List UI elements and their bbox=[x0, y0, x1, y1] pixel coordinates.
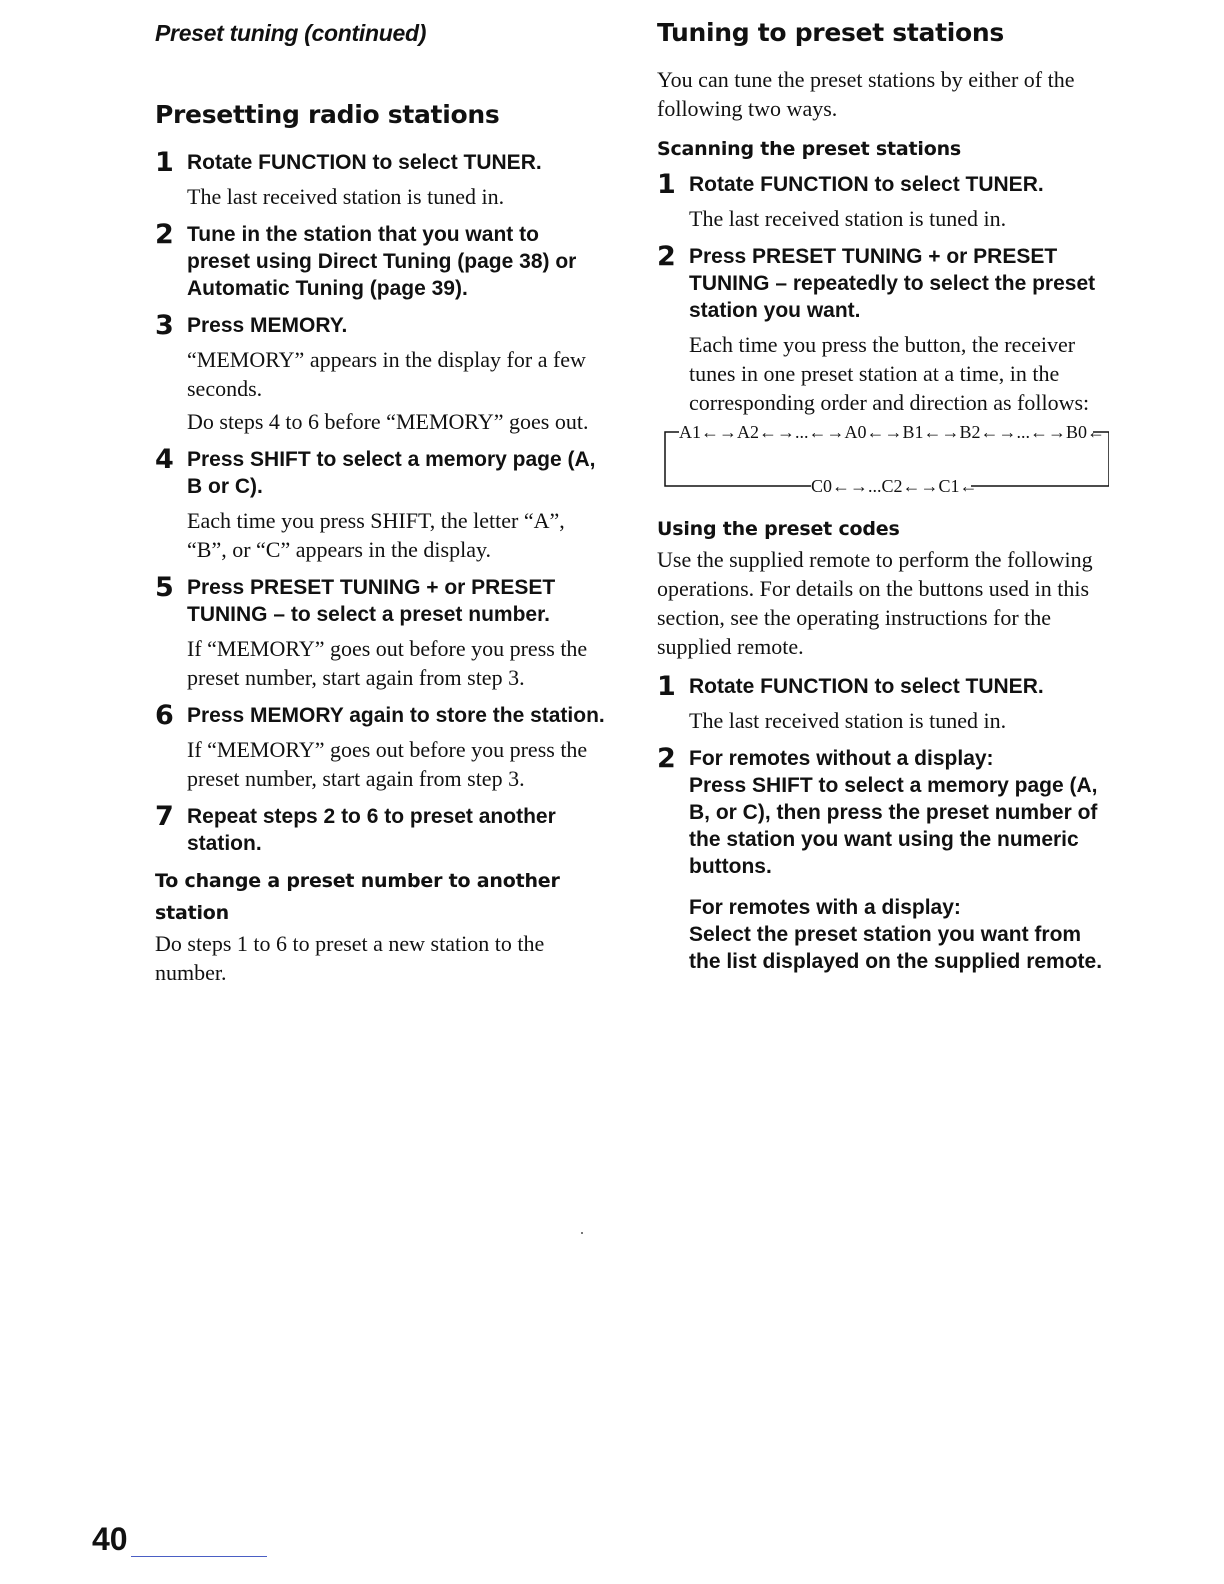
codes-step-2 bbox=[657, 745, 1112, 975]
step-number: 2 bbox=[657, 241, 676, 272]
step-number: 2 bbox=[657, 743, 676, 774]
step-instruction: Press PRESET TUNING + or PRESET TUNING – to select a preset number. bbox=[187, 576, 556, 626]
step-description: “MEMORY” appears in the display for a few seconds. bbox=[187, 347, 586, 401]
step-number: 3 bbox=[155, 310, 174, 341]
codes-step-1 bbox=[657, 673, 1112, 735]
step-number: 1 bbox=[657, 671, 676, 702]
step-number: 6 bbox=[155, 700, 174, 731]
page-number-rule bbox=[131, 1556, 267, 1557]
step-description: Do steps 4 to 6 before “MEMORY” goes out. bbox=[187, 409, 589, 434]
step-description: Each time you press SHIFT, the letter “A”, “B”, or “C” appears in the display. bbox=[187, 508, 565, 562]
step-description: If “MEMORY” goes out before you press the preset number, start again from step 3. bbox=[187, 737, 588, 791]
step-instruction: Rotate FUNCTION to select TUNER. bbox=[187, 151, 542, 174]
display-remote-heading: For remotes with a display: bbox=[689, 896, 961, 919]
display-remote-instruction: Select the preset station you want from the list displayed on the supplied remote. bbox=[689, 923, 1103, 973]
section-title-presetting: Presetting radio stations bbox=[155, 100, 500, 129]
left-column bbox=[155, 64, 605, 987]
step-number: 2 bbox=[155, 219, 174, 250]
left-step-6 bbox=[155, 702, 605, 793]
step-instruction: Rotate FUNCTION to select TUNER. bbox=[689, 173, 1044, 196]
step-instruction: Press MEMORY again to store the station. bbox=[187, 704, 605, 727]
left-step-3 bbox=[155, 312, 605, 436]
step-number: 1 bbox=[155, 147, 174, 178]
step-instruction: Press SHIFT to select a memory page (A, B or C). bbox=[187, 448, 596, 498]
step-number: 1 bbox=[657, 169, 676, 200]
step-instruction: Press MEMORY. bbox=[187, 314, 348, 337]
page-number: 40 bbox=[92, 1521, 128, 1557]
step-instruction-heading: For remotes without a display: bbox=[689, 747, 994, 770]
diagram-top-row: A1←→A2←→...←→A0←→B1←→B2←→...←→B0← bbox=[679, 422, 1106, 442]
preset-order-diagram bbox=[661, 421, 1109, 496]
step-instruction: Press SHIFT to select a memory page (A, B, or C), then press the preset number of the station you want using the numeric buttons. bbox=[689, 774, 1098, 878]
step-instruction: Repeat steps 2 to 6 to preset another station. bbox=[187, 805, 556, 855]
left-step-7 bbox=[155, 803, 605, 857]
section-title-tuning: Tuning to preset stations bbox=[657, 18, 1004, 47]
step-description: The last received station is tuned in. bbox=[689, 206, 1007, 231]
scan-speck bbox=[581, 1232, 583, 1234]
step-description: Each time you press the button, the receiver tunes in one preset station at a time, in the corresponding order and direction as follows: bbox=[689, 332, 1090, 415]
left-step-2 bbox=[155, 221, 605, 302]
scan-step-1 bbox=[657, 171, 1112, 233]
intro-text: You can tune the preset stations by either of the following two ways. bbox=[657, 67, 1075, 121]
codes-title: Using the preset codes bbox=[657, 518, 900, 540]
running-head: Preset tuning (continued) bbox=[155, 20, 427, 46]
change-preset-title: To change a preset number to another station bbox=[155, 870, 560, 924]
scan-step-2 bbox=[657, 243, 1112, 417]
step-description: If “MEMORY” goes out before you press the preset number, start again from step 3. bbox=[187, 636, 588, 690]
step-number: 7 bbox=[155, 801, 174, 832]
left-step-5 bbox=[155, 574, 605, 692]
step-instruction: Tune in the station that you want to preset using Direct Tuning (page 38) or Automatic Tuning (page 39). bbox=[187, 223, 577, 300]
codes-body: Use the supplied remote to perform the following operations. For details on the buttons used in this section, see the operating instructions for the supplied remote. bbox=[657, 547, 1093, 659]
diagram-bottom-row: C0←→...C2←→C1← bbox=[811, 476, 978, 496]
left-step-4 bbox=[155, 446, 605, 564]
change-preset-body: Do steps 1 to 6 to preset a new station to the number. bbox=[155, 931, 545, 985]
left-step-1 bbox=[155, 149, 605, 211]
step-instruction: Press PRESET TUNING + or PRESET TUNING – repeatedly to select the preset station you want. bbox=[689, 245, 1096, 322]
step-description: The last received station is tuned in. bbox=[187, 184, 505, 209]
step-instruction: Rotate FUNCTION to select TUNER. bbox=[689, 675, 1044, 698]
right-column bbox=[657, 18, 1112, 981]
step-number: 4 bbox=[155, 444, 174, 475]
step-description: The last received station is tuned in. bbox=[689, 708, 1007, 733]
step-number: 5 bbox=[155, 572, 174, 603]
scan-title: Scanning the preset stations bbox=[657, 138, 962, 160]
